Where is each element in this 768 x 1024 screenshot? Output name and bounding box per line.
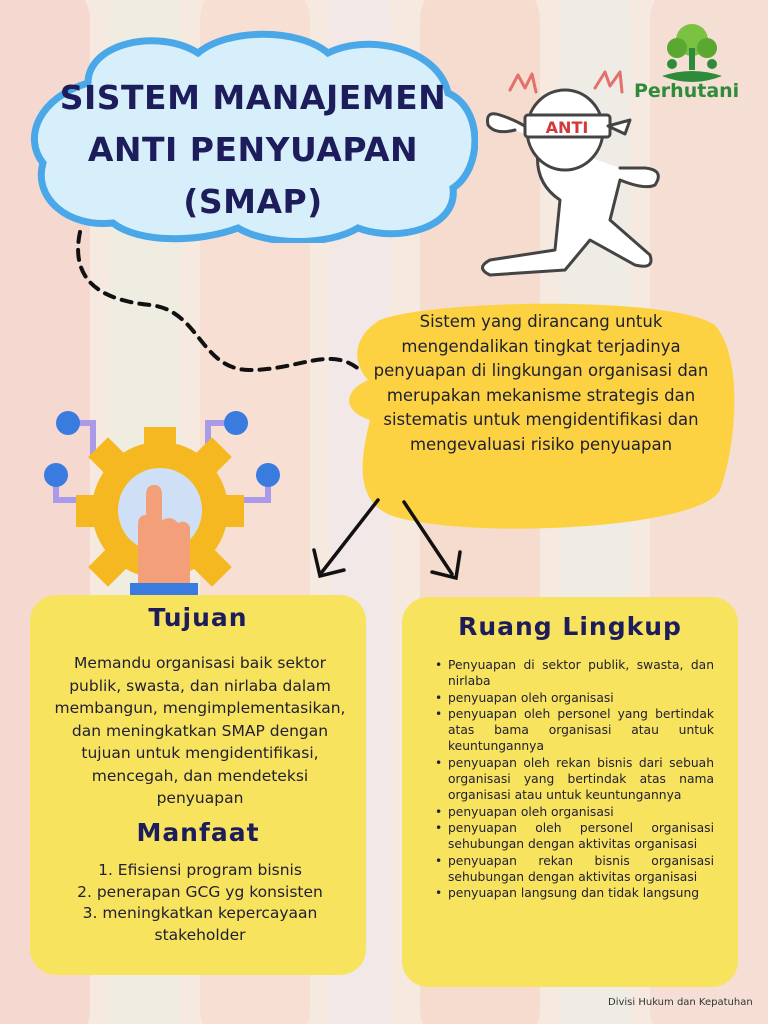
definition-text: Sistem yang dirancang untuk mengendalikan tingkat terjadinya penyuapan di lingkungan organisasi dan merupakan mekanisme strategis dan sistematis untuk mengidentifikasi dan mengevaluasi risiko penyuapan [373, 312, 709, 454]
title-line-3: (SMAP) [183, 182, 323, 221]
logo-text: Perhutani [634, 80, 740, 102]
ruang-lingkup-item: • Penyuapan di sektor publik, swasta, dan nirlaba [448, 657, 714, 690]
ruang-lingkup-item: • penyuapan oleh organisasi [448, 804, 714, 820]
footer-credit: Divisi Hukum dan Kepatuhan [608, 997, 753, 1008]
ruang-lingkup-item: • penyuapan rekan bisnis organisasi sehubungan dengan aktivitas organisasi [448, 853, 714, 886]
manfaat-heading: Manfaat [136, 818, 260, 847]
arrow-right-line [404, 502, 452, 574]
manfaat-item: 1. Efisiensi program bisnis [98, 861, 302, 879]
page-title [28, 72, 478, 228]
ruang-lingkup-list [448, 657, 714, 901]
gear-hand-icon [38, 405, 283, 600]
title-line-1: SISTEM MANAJEMEN [59, 78, 447, 117]
arrow-left-line [322, 500, 378, 572]
ruang-lingkup-item: • penyuapan oleh personel yang bertindak atas bama organisasi atau untuk keuntungannya [448, 706, 714, 755]
ruang-lingkup-item: • penyuapan oleh organisasi [448, 690, 714, 706]
tujuan-text: Memandu organisasi baik sektor publik, swasta, dan nirlaba dalam membangun, mengimplementasikan, dan meningkatkan SMAP dengan tujuan untuk mengidentifikasi, mencegah, dan mendeteksi penyuapan [54, 654, 346, 807]
ruang-lingkup-heading: Ruang Lingkup [458, 612, 682, 641]
manfaat-item: 3. meningkatkan kepercayaan stakeholder [82, 904, 318, 944]
headband-text: ANTI [545, 118, 589, 137]
tujuan-heading: Tujuan [148, 603, 248, 632]
arrows [300, 490, 480, 590]
title-line-2: ANTI PENYUAPAN [87, 130, 419, 169]
angry-figure-illustration [470, 70, 670, 285]
manfaat-list [50, 860, 350, 946]
ruang-lingkup-item: • penyuapan oleh rekan bisnis dari sebuah organisasi yang bertindak atas nama organisasi atau untuk keuntungannya [448, 755, 714, 804]
ruang-lingkup-item: • penyuapan langsung dan tidak langsung [448, 885, 714, 901]
manfaat-item: 2. penerapan GCG yg konsisten [77, 882, 323, 901]
ruang-lingkup-item: • penyuapan oleh personel organisasi sehubungan dengan aktivitas organisasi [448, 820, 714, 853]
